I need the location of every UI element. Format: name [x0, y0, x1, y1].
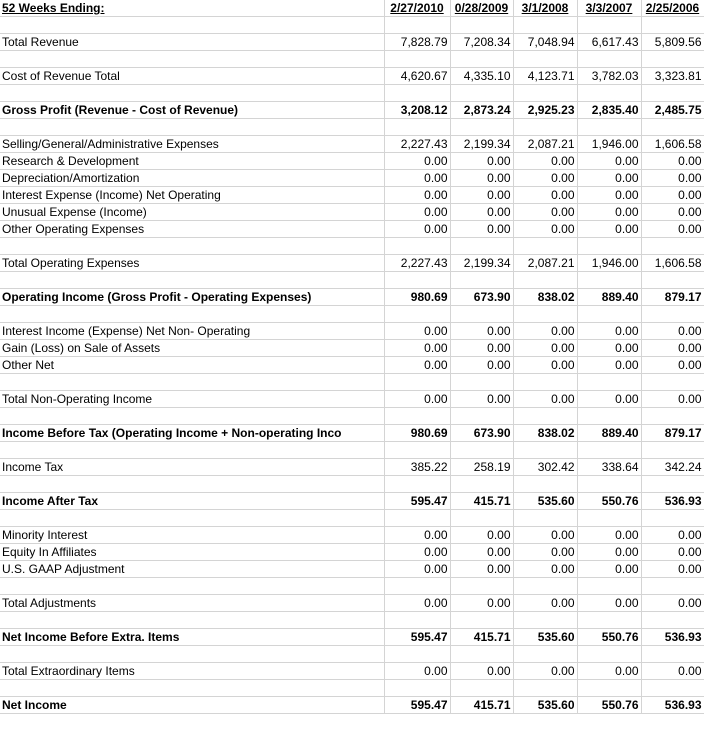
empty-cell[interactable] — [577, 306, 641, 323]
empty-cell[interactable] — [450, 374, 513, 391]
value-cell[interactable]: 0.00 — [384, 663, 450, 680]
spacer-row — [0, 442, 704, 459]
table-row — [0, 136, 704, 153]
value-cell[interactable]: 2,227.43 — [384, 136, 450, 153]
table-row — [0, 561, 704, 578]
value-cell[interactable]: 879.17 — [641, 425, 704, 442]
empty-cell[interactable] — [641, 374, 704, 391]
value-cell[interactable]: 536.93 — [641, 629, 704, 646]
value-cell[interactable]: 595.47 — [384, 697, 450, 714]
value-cell[interactable]: 0.00 — [577, 221, 641, 238]
spacer-row — [0, 238, 704, 255]
empty-cell[interactable] — [0, 238, 384, 255]
empty-cell[interactable] — [513, 306, 577, 323]
empty-cell[interactable] — [641, 238, 704, 255]
table-row — [0, 357, 704, 374]
empty-cell[interactable] — [0, 476, 384, 493]
row-label[interactable]: Gain (Loss) on Sale of Assets — [0, 340, 384, 357]
empty-cell[interactable] — [577, 119, 641, 136]
value-cell[interactable]: 7,828.79 — [384, 34, 450, 51]
value-cell[interactable]: 1,946.00 — [577, 255, 641, 272]
value-cell[interactable]: 0.00 — [513, 561, 577, 578]
empty-cell[interactable] — [0, 680, 384, 697]
value-cell[interactable]: 0.00 — [384, 170, 450, 187]
row-label[interactable]: Minority Interest — [0, 527, 384, 544]
value-cell[interactable]: 0.00 — [384, 221, 450, 238]
row-label[interactable]: Net Income Before Extra. Items — [0, 629, 384, 646]
value-cell[interactable]: 0.00 — [450, 561, 513, 578]
value-cell[interactable]: 0.00 — [450, 153, 513, 170]
value-cell[interactable]: 550.76 — [577, 493, 641, 510]
value-cell[interactable]: 550.76 — [577, 629, 641, 646]
spacer-row — [0, 306, 704, 323]
value-cell[interactable]: 889.40 — [577, 425, 641, 442]
spacer-row — [0, 17, 704, 34]
value-cell[interactable]: 0.00 — [450, 323, 513, 340]
value-cell[interactable]: 0.00 — [450, 170, 513, 187]
row-label[interactable]: Selling/General/Administrative Expenses — [0, 136, 384, 153]
empty-cell[interactable] — [513, 476, 577, 493]
value-cell[interactable]: 838.02 — [513, 289, 577, 306]
value-cell[interactable]: 0.00 — [577, 544, 641, 561]
value-cell[interactable]: 1,946.00 — [577, 136, 641, 153]
row-label[interactable]: Total Operating Expenses — [0, 255, 384, 272]
value-cell[interactable]: 0.00 — [641, 340, 704, 357]
empty-cell[interactable] — [641, 17, 704, 34]
value-cell[interactable]: 415.71 — [450, 697, 513, 714]
empty-cell[interactable] — [513, 17, 577, 34]
empty-cell[interactable] — [513, 85, 577, 102]
empty-cell[interactable] — [450, 272, 513, 289]
empty-cell[interactable] — [0, 374, 384, 391]
empty-cell[interactable] — [513, 51, 577, 68]
value-cell[interactable]: 980.69 — [384, 289, 450, 306]
value-cell[interactable]: 0.00 — [513, 340, 577, 357]
empty-cell[interactable] — [384, 17, 450, 34]
row-label[interactable]: Total Revenue — [0, 34, 384, 51]
table-row — [0, 204, 704, 221]
row-label[interactable]: Research & Development — [0, 153, 384, 170]
empty-cell[interactable] — [577, 578, 641, 595]
value-cell[interactable]: 0.00 — [577, 187, 641, 204]
value-cell[interactable]: 980.69 — [384, 425, 450, 442]
value-cell[interactable]: 0.00 — [577, 527, 641, 544]
empty-cell[interactable] — [577, 272, 641, 289]
value-cell[interactable]: 0.00 — [513, 221, 577, 238]
empty-cell[interactable] — [641, 306, 704, 323]
table-row — [0, 527, 704, 544]
empty-cell[interactable] — [450, 612, 513, 629]
empty-cell[interactable] — [0, 85, 384, 102]
value-cell[interactable]: 0.00 — [384, 323, 450, 340]
row-label[interactable]: Net Income — [0, 697, 384, 714]
empty-cell[interactable] — [384, 442, 450, 459]
value-cell[interactable]: 536.93 — [641, 697, 704, 714]
value-cell[interactable]: 0.00 — [384, 357, 450, 374]
value-cell[interactable]: 0.00 — [513, 323, 577, 340]
value-cell[interactable]: 0.00 — [641, 170, 704, 187]
value-cell[interactable]: 0.00 — [513, 187, 577, 204]
table-row — [0, 153, 704, 170]
table-row — [0, 170, 704, 187]
value-cell[interactable]: 0.00 — [641, 391, 704, 408]
value-cell[interactable]: 0.00 — [513, 170, 577, 187]
empty-cell[interactable] — [641, 119, 704, 136]
empty-cell[interactable] — [513, 578, 577, 595]
empty-cell[interactable] — [450, 51, 513, 68]
value-cell[interactable]: 3,782.03 — [577, 68, 641, 85]
row-label[interactable]: Other Operating Expenses — [0, 221, 384, 238]
row-label[interactable]: Equity In Affiliates — [0, 544, 384, 561]
value-cell[interactable]: 0.00 — [641, 663, 704, 680]
value-cell[interactable]: 0.00 — [641, 357, 704, 374]
empty-cell[interactable] — [513, 612, 577, 629]
empty-cell[interactable] — [577, 476, 641, 493]
empty-cell[interactable] — [450, 510, 513, 527]
value-cell[interactable]: 0.00 — [384, 595, 450, 612]
header-date[interactable]: 2/25/2006 — [641, 0, 704, 17]
empty-cell[interactable] — [513, 680, 577, 697]
table-row — [0, 221, 704, 238]
spacer-row — [0, 510, 704, 527]
empty-cell[interactable] — [577, 374, 641, 391]
value-cell[interactable]: 302.42 — [513, 459, 577, 476]
value-cell[interactable]: 2,485.75 — [641, 102, 704, 119]
empty-cell[interactable] — [577, 51, 641, 68]
empty-cell[interactable] — [577, 442, 641, 459]
table-row — [0, 595, 704, 612]
empty-cell[interactable] — [513, 374, 577, 391]
empty-cell[interactable] — [577, 238, 641, 255]
empty-cell[interactable] — [577, 510, 641, 527]
value-cell[interactable]: 0.00 — [384, 544, 450, 561]
value-cell[interactable]: 0.00 — [513, 153, 577, 170]
value-cell[interactable]: 838.02 — [513, 425, 577, 442]
empty-cell[interactable] — [577, 17, 641, 34]
value-cell[interactable]: 0.00 — [450, 663, 513, 680]
table-row — [0, 663, 704, 680]
empty-cell[interactable] — [0, 442, 384, 459]
empty-cell[interactable] — [384, 119, 450, 136]
table-row — [0, 289, 704, 306]
row-label[interactable]: Gross Profit (Revenue - Cost of Revenue) — [0, 102, 384, 119]
empty-cell[interactable] — [450, 17, 513, 34]
value-cell[interactable]: 258.19 — [450, 459, 513, 476]
value-cell[interactable]: 0.00 — [577, 340, 641, 357]
value-cell[interactable]: 0.00 — [577, 663, 641, 680]
empty-cell[interactable] — [641, 680, 704, 697]
empty-cell[interactable] — [641, 442, 704, 459]
value-cell[interactable]: 3,323.81 — [641, 68, 704, 85]
value-cell[interactable]: 673.90 — [450, 425, 513, 442]
value-cell[interactable]: 0.00 — [641, 323, 704, 340]
empty-cell[interactable] — [641, 510, 704, 527]
empty-cell[interactable] — [384, 510, 450, 527]
spacer-row — [0, 85, 704, 102]
empty-cell[interactable] — [384, 646, 450, 663]
row-label[interactable]: Operating Income (Gross Profit - Operating Expenses) — [0, 289, 384, 306]
value-cell[interactable]: 0.00 — [450, 391, 513, 408]
empty-cell[interactable] — [513, 408, 577, 425]
spacer-row — [0, 272, 704, 289]
header-label[interactable]: 52 Weeks Ending: — [0, 0, 384, 17]
empty-cell[interactable] — [577, 408, 641, 425]
empty-cell[interactable] — [450, 442, 513, 459]
value-cell[interactable]: 342.24 — [641, 459, 704, 476]
empty-cell[interactable] — [577, 85, 641, 102]
value-cell[interactable]: 889.40 — [577, 289, 641, 306]
table-row — [0, 629, 704, 646]
value-cell[interactable]: 1,606.58 — [641, 255, 704, 272]
value-cell[interactable]: 1,606.58 — [641, 136, 704, 153]
table-row — [0, 493, 704, 510]
value-cell[interactable]: 2,873.24 — [450, 102, 513, 119]
empty-cell[interactable] — [450, 578, 513, 595]
empty-cell[interactable] — [0, 646, 384, 663]
value-cell[interactable]: 2,087.21 — [513, 255, 577, 272]
value-cell[interactable]: 0.00 — [450, 527, 513, 544]
empty-cell[interactable] — [577, 612, 641, 629]
empty-cell[interactable] — [513, 510, 577, 527]
value-cell[interactable]: 673.90 — [450, 289, 513, 306]
table-row — [0, 340, 704, 357]
empty-cell[interactable] — [0, 306, 384, 323]
table-row — [0, 391, 704, 408]
empty-cell[interactable] — [450, 85, 513, 102]
value-cell[interactable]: 2,925.23 — [513, 102, 577, 119]
empty-cell[interactable] — [384, 306, 450, 323]
empty-cell[interactable] — [450, 476, 513, 493]
table-row — [0, 323, 704, 340]
value-cell[interactable]: 879.17 — [641, 289, 704, 306]
table-row — [0, 425, 704, 442]
header-row — [0, 0, 704, 17]
value-cell[interactable]: 0.00 — [577, 153, 641, 170]
value-cell[interactable]: 0.00 — [384, 187, 450, 204]
empty-cell[interactable] — [450, 680, 513, 697]
value-cell[interactable]: 0.00 — [577, 323, 641, 340]
value-cell[interactable]: 0.00 — [513, 544, 577, 561]
empty-cell[interactable] — [450, 119, 513, 136]
value-cell[interactable]: 0.00 — [450, 187, 513, 204]
value-cell[interactable]: 0.00 — [641, 221, 704, 238]
value-cell[interactable]: 0.00 — [384, 153, 450, 170]
empty-cell[interactable] — [0, 51, 384, 68]
empty-cell[interactable] — [513, 442, 577, 459]
value-cell[interactable]: 0.00 — [641, 527, 704, 544]
value-cell[interactable]: 0.00 — [450, 595, 513, 612]
empty-cell[interactable] — [577, 646, 641, 663]
empty-cell[interactable] — [450, 238, 513, 255]
empty-cell[interactable] — [450, 646, 513, 663]
value-cell[interactable]: 0.00 — [513, 663, 577, 680]
value-cell[interactable]: 0.00 — [450, 221, 513, 238]
table-row — [0, 34, 704, 51]
spacer-row — [0, 578, 704, 595]
value-cell[interactable]: 0.00 — [641, 153, 704, 170]
table-row — [0, 459, 704, 476]
value-cell[interactable]: 0.00 — [513, 204, 577, 221]
empty-cell[interactable] — [0, 119, 384, 136]
empty-cell[interactable] — [384, 51, 450, 68]
empty-cell[interactable] — [513, 646, 577, 663]
empty-cell[interactable] — [0, 578, 384, 595]
value-cell[interactable]: 7,048.94 — [513, 34, 577, 51]
value-cell[interactable]: 0.00 — [513, 527, 577, 544]
value-cell[interactable]: 0.00 — [513, 595, 577, 612]
header-date[interactable]: 3/3/2007 — [577, 0, 641, 17]
value-cell[interactable]: 3,208.12 — [384, 102, 450, 119]
value-cell[interactable]: 595.47 — [384, 629, 450, 646]
value-cell[interactable]: 0.00 — [450, 340, 513, 357]
spacer-row — [0, 476, 704, 493]
empty-cell[interactable] — [641, 408, 704, 425]
row-label[interactable]: Total Extraordinary Items — [0, 663, 384, 680]
value-cell[interactable]: 5,809.56 — [641, 34, 704, 51]
row-label[interactable]: Income Before Tax (Operating Income + Non-operating Inco — [0, 425, 384, 442]
empty-cell[interactable] — [384, 612, 450, 629]
value-cell[interactable]: 2,835.40 — [577, 102, 641, 119]
value-cell[interactable]: 535.60 — [513, 697, 577, 714]
value-cell[interactable]: 0.00 — [577, 170, 641, 187]
value-cell[interactable]: 0.00 — [577, 561, 641, 578]
empty-cell[interactable] — [641, 646, 704, 663]
row-label[interactable]: Interest Income (Expense) Net Non- Operating — [0, 323, 384, 340]
table-row — [0, 102, 704, 119]
table-row — [0, 187, 704, 204]
value-cell[interactable]: 0.00 — [641, 595, 704, 612]
table-row — [0, 255, 704, 272]
table-row — [0, 544, 704, 561]
value-cell[interactable]: 415.71 — [450, 493, 513, 510]
empty-cell[interactable] — [641, 85, 704, 102]
value-cell[interactable]: 2,199.34 — [450, 255, 513, 272]
empty-cell[interactable] — [641, 578, 704, 595]
value-cell[interactable]: 0.00 — [513, 391, 577, 408]
value-cell[interactable]: 2,227.43 — [384, 255, 450, 272]
value-cell[interactable]: 595.47 — [384, 493, 450, 510]
spacer-row — [0, 374, 704, 391]
table-row — [0, 68, 704, 85]
spacer-row — [0, 408, 704, 425]
spacer-row — [0, 51, 704, 68]
value-cell[interactable]: 385.22 — [384, 459, 450, 476]
spacer-row — [0, 612, 704, 629]
value-cell[interactable]: 0.00 — [384, 527, 450, 544]
empty-cell[interactable] — [513, 272, 577, 289]
value-cell[interactable]: 0.00 — [384, 204, 450, 221]
value-cell[interactable]: 535.60 — [513, 629, 577, 646]
value-cell[interactable]: 536.93 — [641, 493, 704, 510]
row-label[interactable]: Unusual Expense (Income) — [0, 204, 384, 221]
row-label[interactable]: Total Non-Operating Income — [0, 391, 384, 408]
empty-cell[interactable] — [0, 272, 384, 289]
empty-cell[interactable] — [450, 408, 513, 425]
row-label[interactable]: Income After Tax — [0, 493, 384, 510]
empty-cell[interactable] — [384, 238, 450, 255]
value-cell[interactable]: 2,199.34 — [450, 136, 513, 153]
value-cell[interactable]: 0.00 — [384, 391, 450, 408]
row-label[interactable]: U.S. GAAP Adjustment — [0, 561, 384, 578]
empty-cell[interactable] — [0, 612, 384, 629]
value-cell[interactable]: 4,620.67 — [384, 68, 450, 85]
empty-cell[interactable] — [641, 51, 704, 68]
empty-cell[interactable] — [641, 272, 704, 289]
empty-cell[interactable] — [384, 374, 450, 391]
value-cell[interactable]: 0.00 — [577, 595, 641, 612]
empty-cell[interactable] — [513, 238, 577, 255]
value-cell[interactable]: 0.00 — [641, 204, 704, 221]
empty-cell[interactable] — [384, 476, 450, 493]
value-cell[interactable]: 0.00 — [450, 357, 513, 374]
value-cell[interactable]: 0.00 — [577, 204, 641, 221]
empty-cell[interactable] — [641, 476, 704, 493]
empty-cell[interactable] — [641, 612, 704, 629]
row-label[interactable]: Cost of Revenue Total — [0, 68, 384, 85]
value-cell[interactable]: 2,087.21 — [513, 136, 577, 153]
table-row — [0, 697, 704, 714]
value-cell[interactable]: 0.00 — [384, 561, 450, 578]
value-cell[interactable]: 0.00 — [641, 544, 704, 561]
empty-cell[interactable] — [384, 680, 450, 697]
empty-cell[interactable] — [384, 578, 450, 595]
value-cell[interactable]: 338.64 — [577, 459, 641, 476]
empty-cell[interactable] — [513, 119, 577, 136]
empty-cell[interactable] — [384, 408, 450, 425]
spacer-row — [0, 646, 704, 663]
spacer-row — [0, 680, 704, 697]
value-cell[interactable]: 535.60 — [513, 493, 577, 510]
row-label[interactable]: Other Net — [0, 357, 384, 374]
empty-cell[interactable] — [0, 17, 384, 34]
empty-cell[interactable] — [0, 408, 384, 425]
value-cell[interactable]: 0.00 — [577, 357, 641, 374]
value-cell[interactable]: 0.00 — [577, 391, 641, 408]
empty-cell[interactable] — [450, 306, 513, 323]
empty-cell[interactable] — [384, 85, 450, 102]
value-cell[interactable]: 0.00 — [641, 561, 704, 578]
value-cell[interactable]: 0.00 — [513, 357, 577, 374]
empty-cell[interactable] — [384, 272, 450, 289]
row-label[interactable]: Income Tax — [0, 459, 384, 476]
value-cell[interactable]: 0.00 — [450, 544, 513, 561]
empty-cell[interactable] — [0, 510, 384, 527]
value-cell[interactable]: 0.00 — [450, 204, 513, 221]
value-cell[interactable]: 6,617.43 — [577, 34, 641, 51]
value-cell[interactable]: 550.76 — [577, 697, 641, 714]
empty-cell[interactable] — [577, 680, 641, 697]
row-label[interactable]: Total Adjustments — [0, 595, 384, 612]
header-date[interactable]: 2/27/2010 — [384, 0, 450, 17]
header-date[interactable]: 3/1/2008 — [513, 0, 577, 17]
value-cell[interactable]: 0.00 — [384, 340, 450, 357]
value-cell[interactable]: 0.00 — [641, 187, 704, 204]
spacer-row — [0, 119, 704, 136]
header-date[interactable]: 0/28/2009 — [450, 0, 513, 17]
value-cell[interactable]: 4,335.10 — [450, 68, 513, 85]
value-cell[interactable]: 4,123.71 — [513, 68, 577, 85]
value-cell[interactable]: 7,208.34 — [450, 34, 513, 51]
value-cell[interactable]: 415.71 — [450, 629, 513, 646]
data-body — [0, 34, 704, 714]
row-label[interactable]: Interest Expense (Income) Net Operating — [0, 187, 384, 204]
row-label[interactable]: Depreciation/Amortization — [0, 170, 384, 187]
